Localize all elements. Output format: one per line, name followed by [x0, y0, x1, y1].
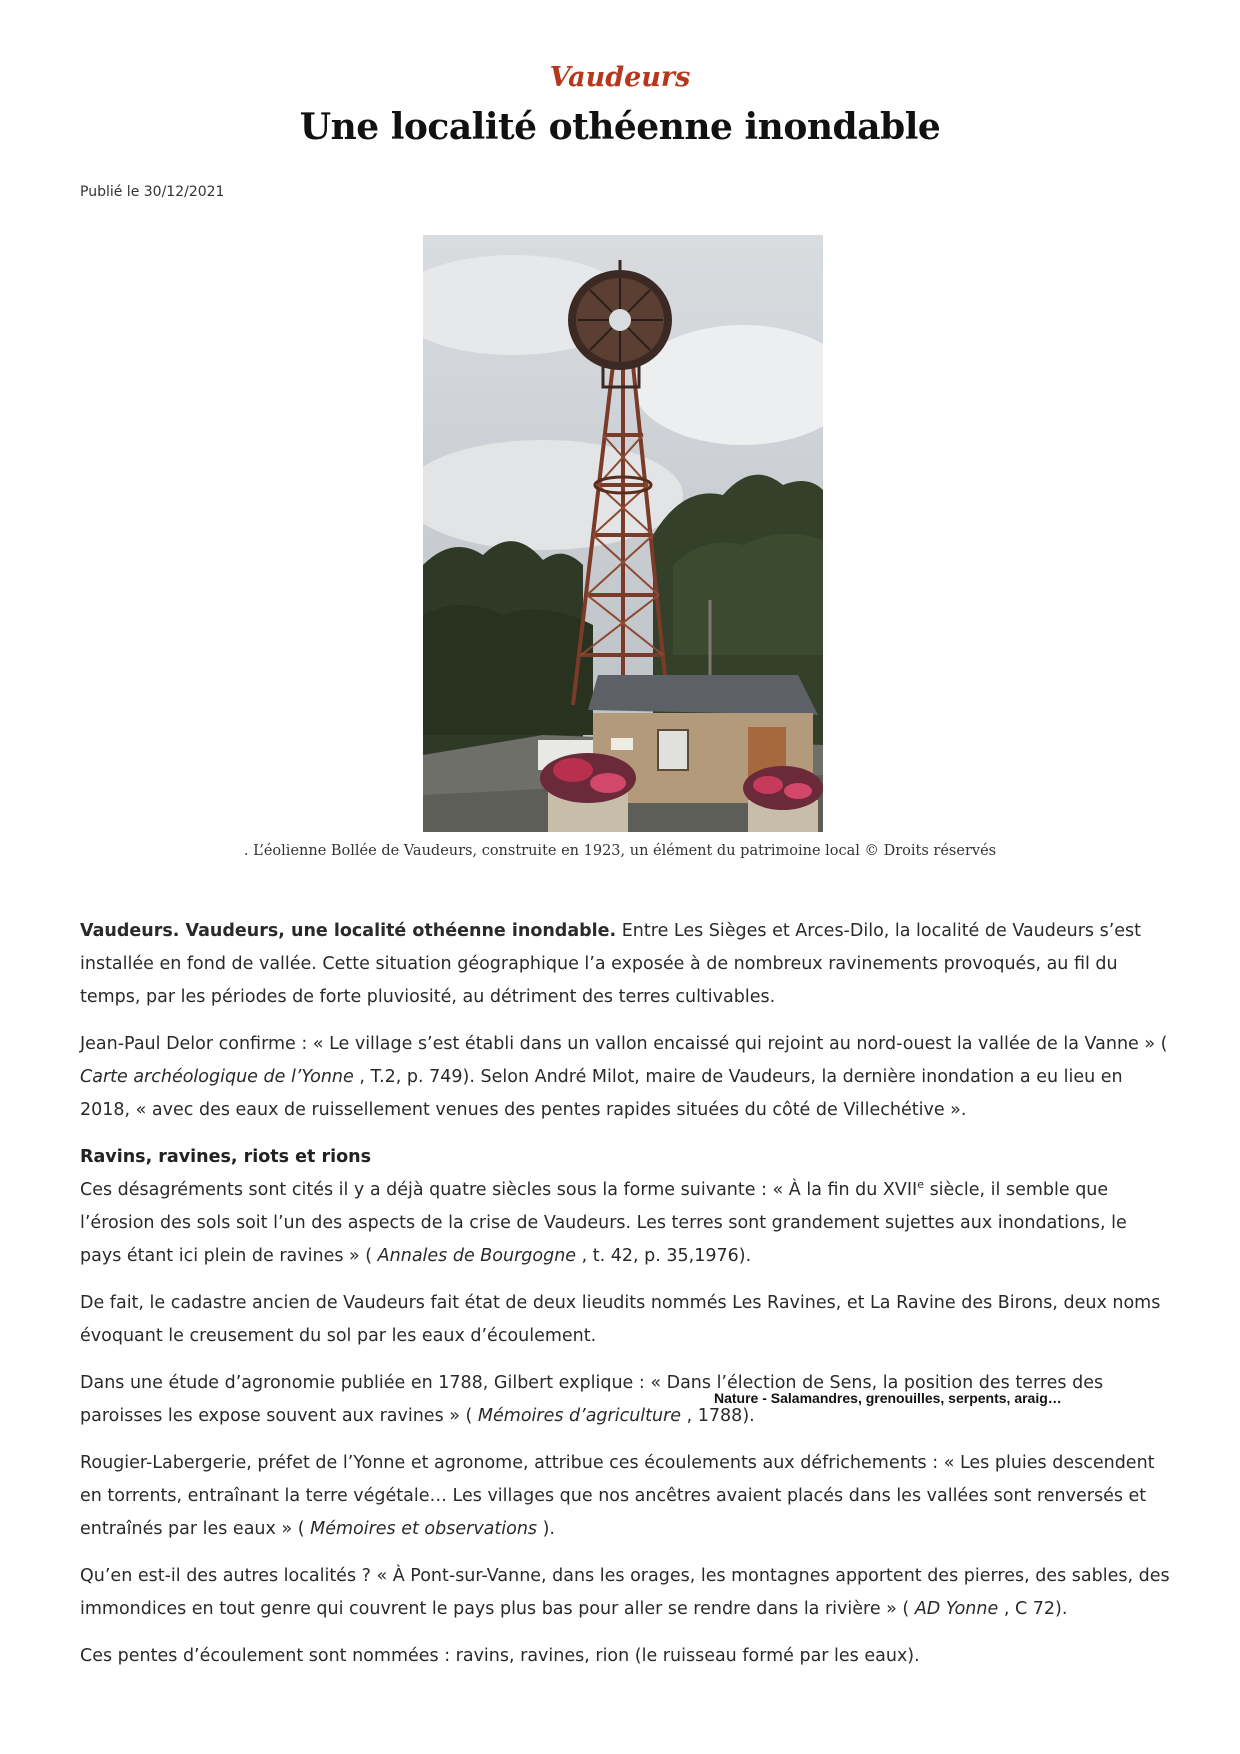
overlay-ad-link[interactable]: Nature - Salamandres, grenouilles, serpents, araig… [714, 1390, 1062, 1406]
paragraph-4: De fait, le cadastre ancien de Vaudeurs fait état de deux lieudits nommés Les Ravines, et La Ravine des Birons, deux noms évoquant le creusement du sol par les eaux d’écoulement. [80, 1293, 1161, 1346]
lead-text: Vaudeurs. Vaudeurs, une localité othéenne inondable. [80, 921, 617, 941]
paragraph-text: Entre Les Sièges et Arces-Dilo, la localité de Vaudeurs s’est installée en fond de vallée. Cette situation géographique l’a exposée à de nombreux ravinements provoqués, au fil du temps, par les périodes de forte pluviosité, au détriment des terres cultivables. [80, 921, 1142, 1007]
paragraph-text: Dans une étude d’agronomie publiée en 1788, Gilbert explique : « Dans l’élection de Sens, la position des terres des paroisses les expose souvent aux ravines » ( [80, 1373, 1104, 1426]
paragraph-text: Jean-Paul Delor confirme : « Le village s’est établi dans un vallon encaissé qui rejoint au nord-ouest la vallée de la Vanne » ( [80, 1034, 1168, 1054]
paragraph-text: ). [537, 1519, 555, 1539]
article-photo [423, 235, 823, 832]
paragraph-6 [80, 1447, 1170, 1546]
citation-title: Mémoires et observations [310, 1519, 538, 1539]
paragraph-text: , t. 42, p. 35,1976). [576, 1246, 752, 1266]
paragraph-text: Ces désagréments sont cités il y a déjà quatre siècles sous la forme suivante : « À la fin du XVII [80, 1180, 918, 1200]
citation-title: AD Yonne [914, 1599, 999, 1619]
paragraph-1 [80, 915, 1170, 1014]
publish-date: Publié le 30/12/2021 [80, 184, 225, 200]
paragraph-3 [80, 1141, 1170, 1273]
paragraph-7 [80, 1560, 1170, 1626]
paragraph-text: , T.2, p. 749). Selon André Milot, maire de Vaudeurs, la dernière inondation a eu lieu en 2018, « avec des eaux de ruissellement venues des pentes rapides situées du côté de Villechétive ». [80, 1067, 1123, 1120]
section-kicker[interactable]: Vaudeurs [549, 62, 691, 93]
article-title: Une localité othéenne inondable [299, 106, 941, 148]
citation-title: Mémoires d’agriculture [477, 1406, 682, 1426]
subheading: Ravins, ravines, riots et rions [80, 1147, 372, 1167]
paragraph-text: , 1788). [681, 1406, 755, 1426]
paragraph-text: Qu’en est-il des autres localités ? « À Pont-sur-Vanne, dans les orages, les montagnes apportent des pierres, des sables, des immondices en tout genre qui couvrent le pays plus bas pour aller se rendre dans la rivière » ( [80, 1566, 1170, 1619]
superscript: e [917, 1178, 924, 1192]
paragraph-text: Rougier-Labergerie, préfet de l’Yonne et agronome, attribue ces écoulements aux défrichements : « Les pluies descendent en torrents, entraînant la terre végétale… Les villages que nos ancêtres avaient placés dans les vallées sont renversés et entraînés par les eaux » ( [80, 1453, 1155, 1539]
article-body [80, 915, 1170, 1687]
citation-title: Annales de Bourgogne [377, 1246, 577, 1266]
paragraph-8: Ces pentes d’écoulement sont nommées : ravins, ravines, rion (le ruisseau formé par les eaux). [80, 1646, 920, 1666]
paragraph-2 [80, 1028, 1170, 1127]
wind-turbine-photo [423, 235, 823, 832]
citation-title: Carte archéologique de l’Yonne [80, 1067, 354, 1087]
paragraph-text: siècle, il semble que l’érosion des sols soit l’un des aspects de la crise de Vaudeurs. Les terres sont grandement sujettes aux inondations, le pays étant ici plein de ravines » ( [80, 1180, 1127, 1266]
paragraph-text: , C 72). [998, 1599, 1068, 1619]
photo-caption: . L’éolienne Bollée de Vaudeurs, construite en 1923, un élément du patrimoine local © Droits réservés [243, 843, 997, 859]
